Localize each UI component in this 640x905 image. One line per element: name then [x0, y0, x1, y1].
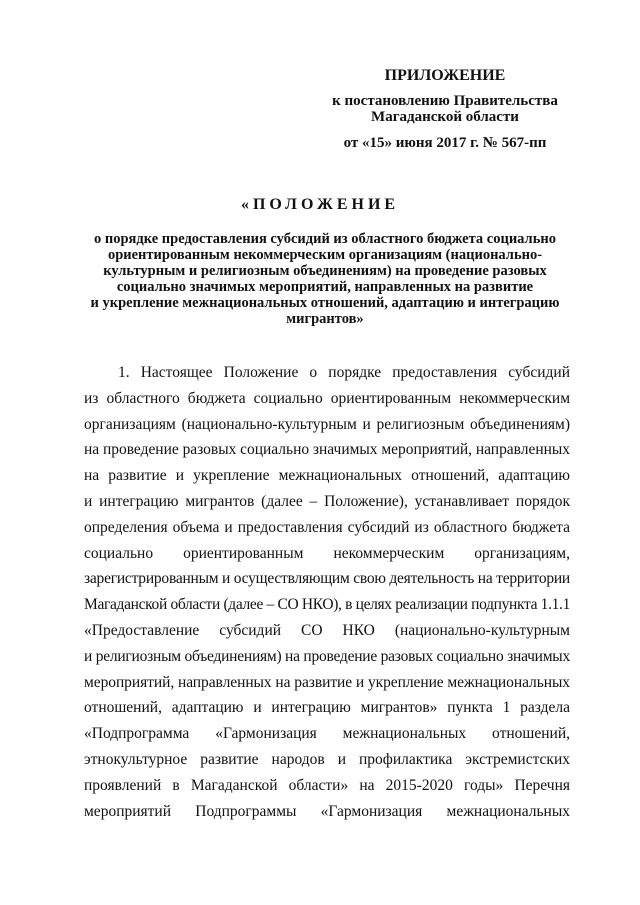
subtitle-line: мигрантов»: [286, 311, 364, 327]
body-line: определения объема и предоставления субсидий из областного бюджета: [84, 518, 570, 536]
subtitle-line: и укрепление межнациональных отношений, адаптацию и интеграцию: [90, 295, 560, 311]
body-line: организациям (национально-культурным и религиозным объединениям): [84, 415, 570, 433]
body-line: на развитие и укрепление межнациональных отношений, адаптацию: [84, 467, 570, 485]
body-line: и религиозным объединениям) на проведение разовых социально значимых: [84, 647, 570, 665]
body-line: «Предоставление субсидий СО НКО (национально-культурным: [84, 621, 570, 639]
appendix-date-line: от «15» июня 2017 г. № 567-пп: [343, 135, 547, 151]
subtitle-line: культурным и религиозным объединениям) на проведение разовых: [103, 263, 547, 279]
body-line: 1. Настоящее Положение о порядке предоставления субсидий: [118, 364, 570, 381]
body-line: отношений, адаптацию и интеграцию мигрантов» пункта 1 раздела: [84, 699, 570, 717]
appendix-header: [330, 67, 560, 151]
subtitle-line: о порядке предоставления субсидий из областного бюджета социально: [94, 231, 556, 247]
body-line: мероприятий Подпрограммы «Гармонизация межнациональных: [84, 802, 570, 820]
body-line: зарегистрированным и осуществляющим свою деятельность на территории: [84, 570, 570, 588]
body-line: и интеграцию мигрантов (далее – Положение), устанавливает порядок: [84, 492, 570, 510]
appendix-title: ПРИЛОЖЕНИЕ: [384, 67, 506, 84]
body-line: этнокультурное развитие народов и профилактика экстремистских: [84, 750, 570, 768]
appendix-region-line: Магаданской области: [371, 109, 519, 125]
body-line: социально ориентированным некоммерческим организациям,: [84, 544, 570, 562]
body-line: проявлений в Магаданской области» на 2015-2020 годы» Перечня: [84, 776, 570, 794]
body-line: мероприятий, направленных на развитие и укрепление межнациональных: [84, 673, 570, 691]
body-line: Магаданской области (далее – СО НКО), в целях реализации подпункта 1.1.1: [84, 596, 570, 614]
subtitle-line: ориентированным некоммерческим организациям (национально-: [107, 247, 543, 263]
subtitle-line: социально значимых мероприятий, направленных на развитие: [116, 279, 534, 295]
document-heading: «ПОЛОЖЕНИЕ: [240, 196, 400, 213]
body-line: «Подпрограмма «Гармонизация межнациональных отношений,: [84, 725, 570, 743]
body-line: из областного бюджета социально ориентированным некоммерческим: [84, 389, 570, 407]
appendix-resolution-line: к постановлению Правительства: [332, 93, 558, 109]
document-subtitle: [70, 231, 580, 327]
document-body: [84, 360, 570, 824]
body-line: на проведение разовых социально значимых мероприятий, направленных: [84, 441, 570, 459]
